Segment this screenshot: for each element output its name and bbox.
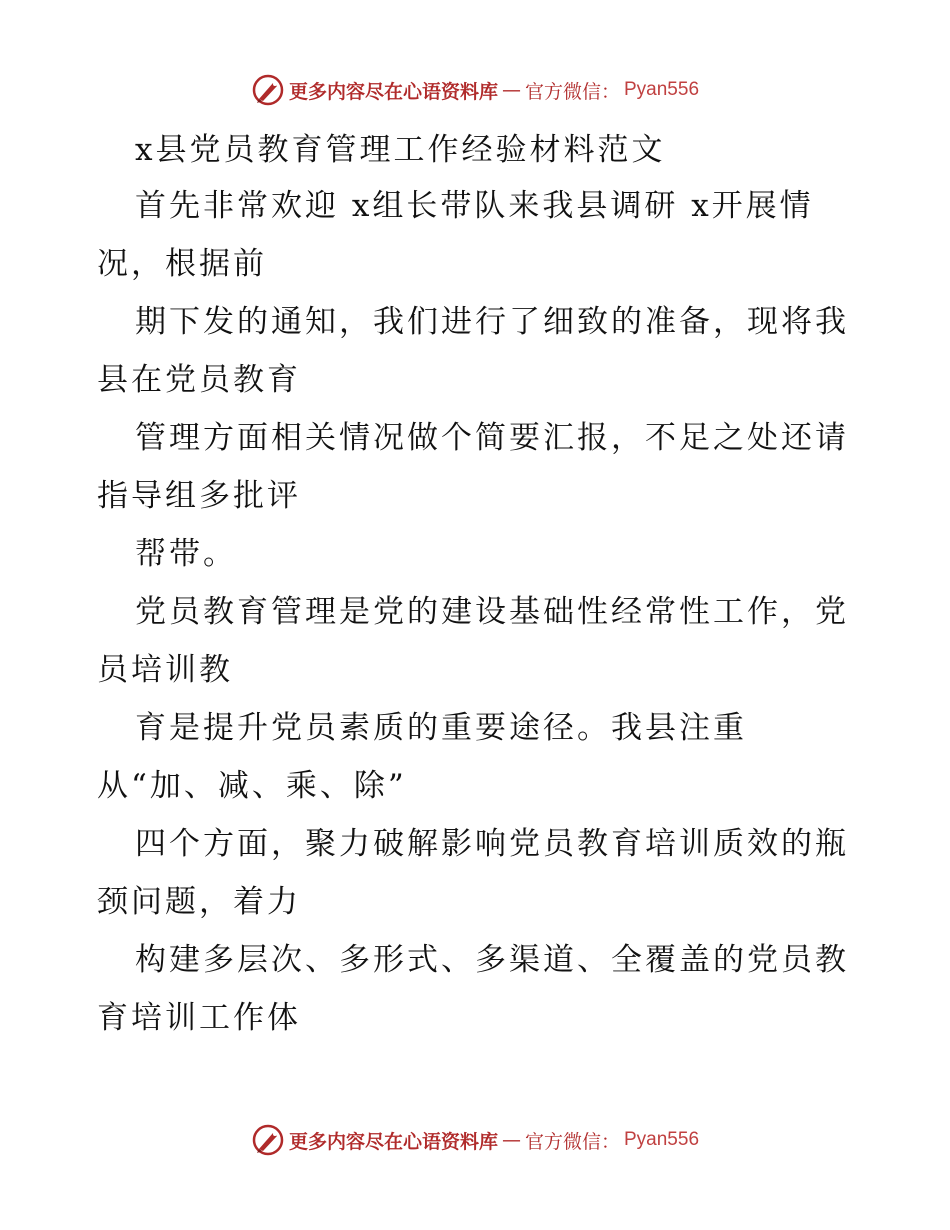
document-title: x县党员教育管理工作经验材料范文 [135,132,666,168]
text-line: 四个方面，聚力破解影响党员教育培训质效的瓶 [135,826,849,862]
text-line: 管理方面相关情况做个简要汇报，不足之处还请 [135,420,849,456]
banner-wechat-id: Pyan556 [624,1129,700,1150]
pen-logo-icon [251,73,285,107]
banner-wechat-label: 官方微信： [524,80,620,103]
text-line: 首先非常欢迎 x组长带队来我县调研 x开展情 [135,188,814,224]
text-line: 育是提升党员素质的重要途径。我县注重 [135,710,747,746]
text-line: 指导组多批评 [97,478,301,514]
text-line: 帮带。 [135,536,237,572]
text-line: 期下发的通知，我们进行了细致的准备，现将我 [135,304,849,340]
text-line: 况，根据前 [97,246,267,282]
text-line: 县在党员教育 [97,362,301,398]
text-line: 颈问题，着力 [97,884,301,920]
banner-wechat-label: 官方微信： [524,1130,620,1153]
text-line: 员培训教 [97,652,233,688]
banner-site-text: 更多内容尽在心语资料库 [288,80,498,103]
banner-separator: — [501,1129,521,1151]
header-watermark-banner [0,70,950,110]
text-line: 构建多层次、多形式、多渠道、全覆盖的党员教 [135,942,849,978]
text-line: 育培训工作体 [97,1000,301,1036]
text-line: 党员教育管理是党的建设基础性经常性工作，党 [135,594,849,630]
banner-separator: — [501,79,521,101]
banner-wechat-id: Pyan556 [624,79,700,100]
banner-site-text: 更多内容尽在心语资料库 [288,1130,498,1153]
pen-logo-icon [251,1123,285,1157]
footer-watermark-banner [0,1120,950,1160]
text-line: 从“加、减、乘、除” [97,768,407,804]
